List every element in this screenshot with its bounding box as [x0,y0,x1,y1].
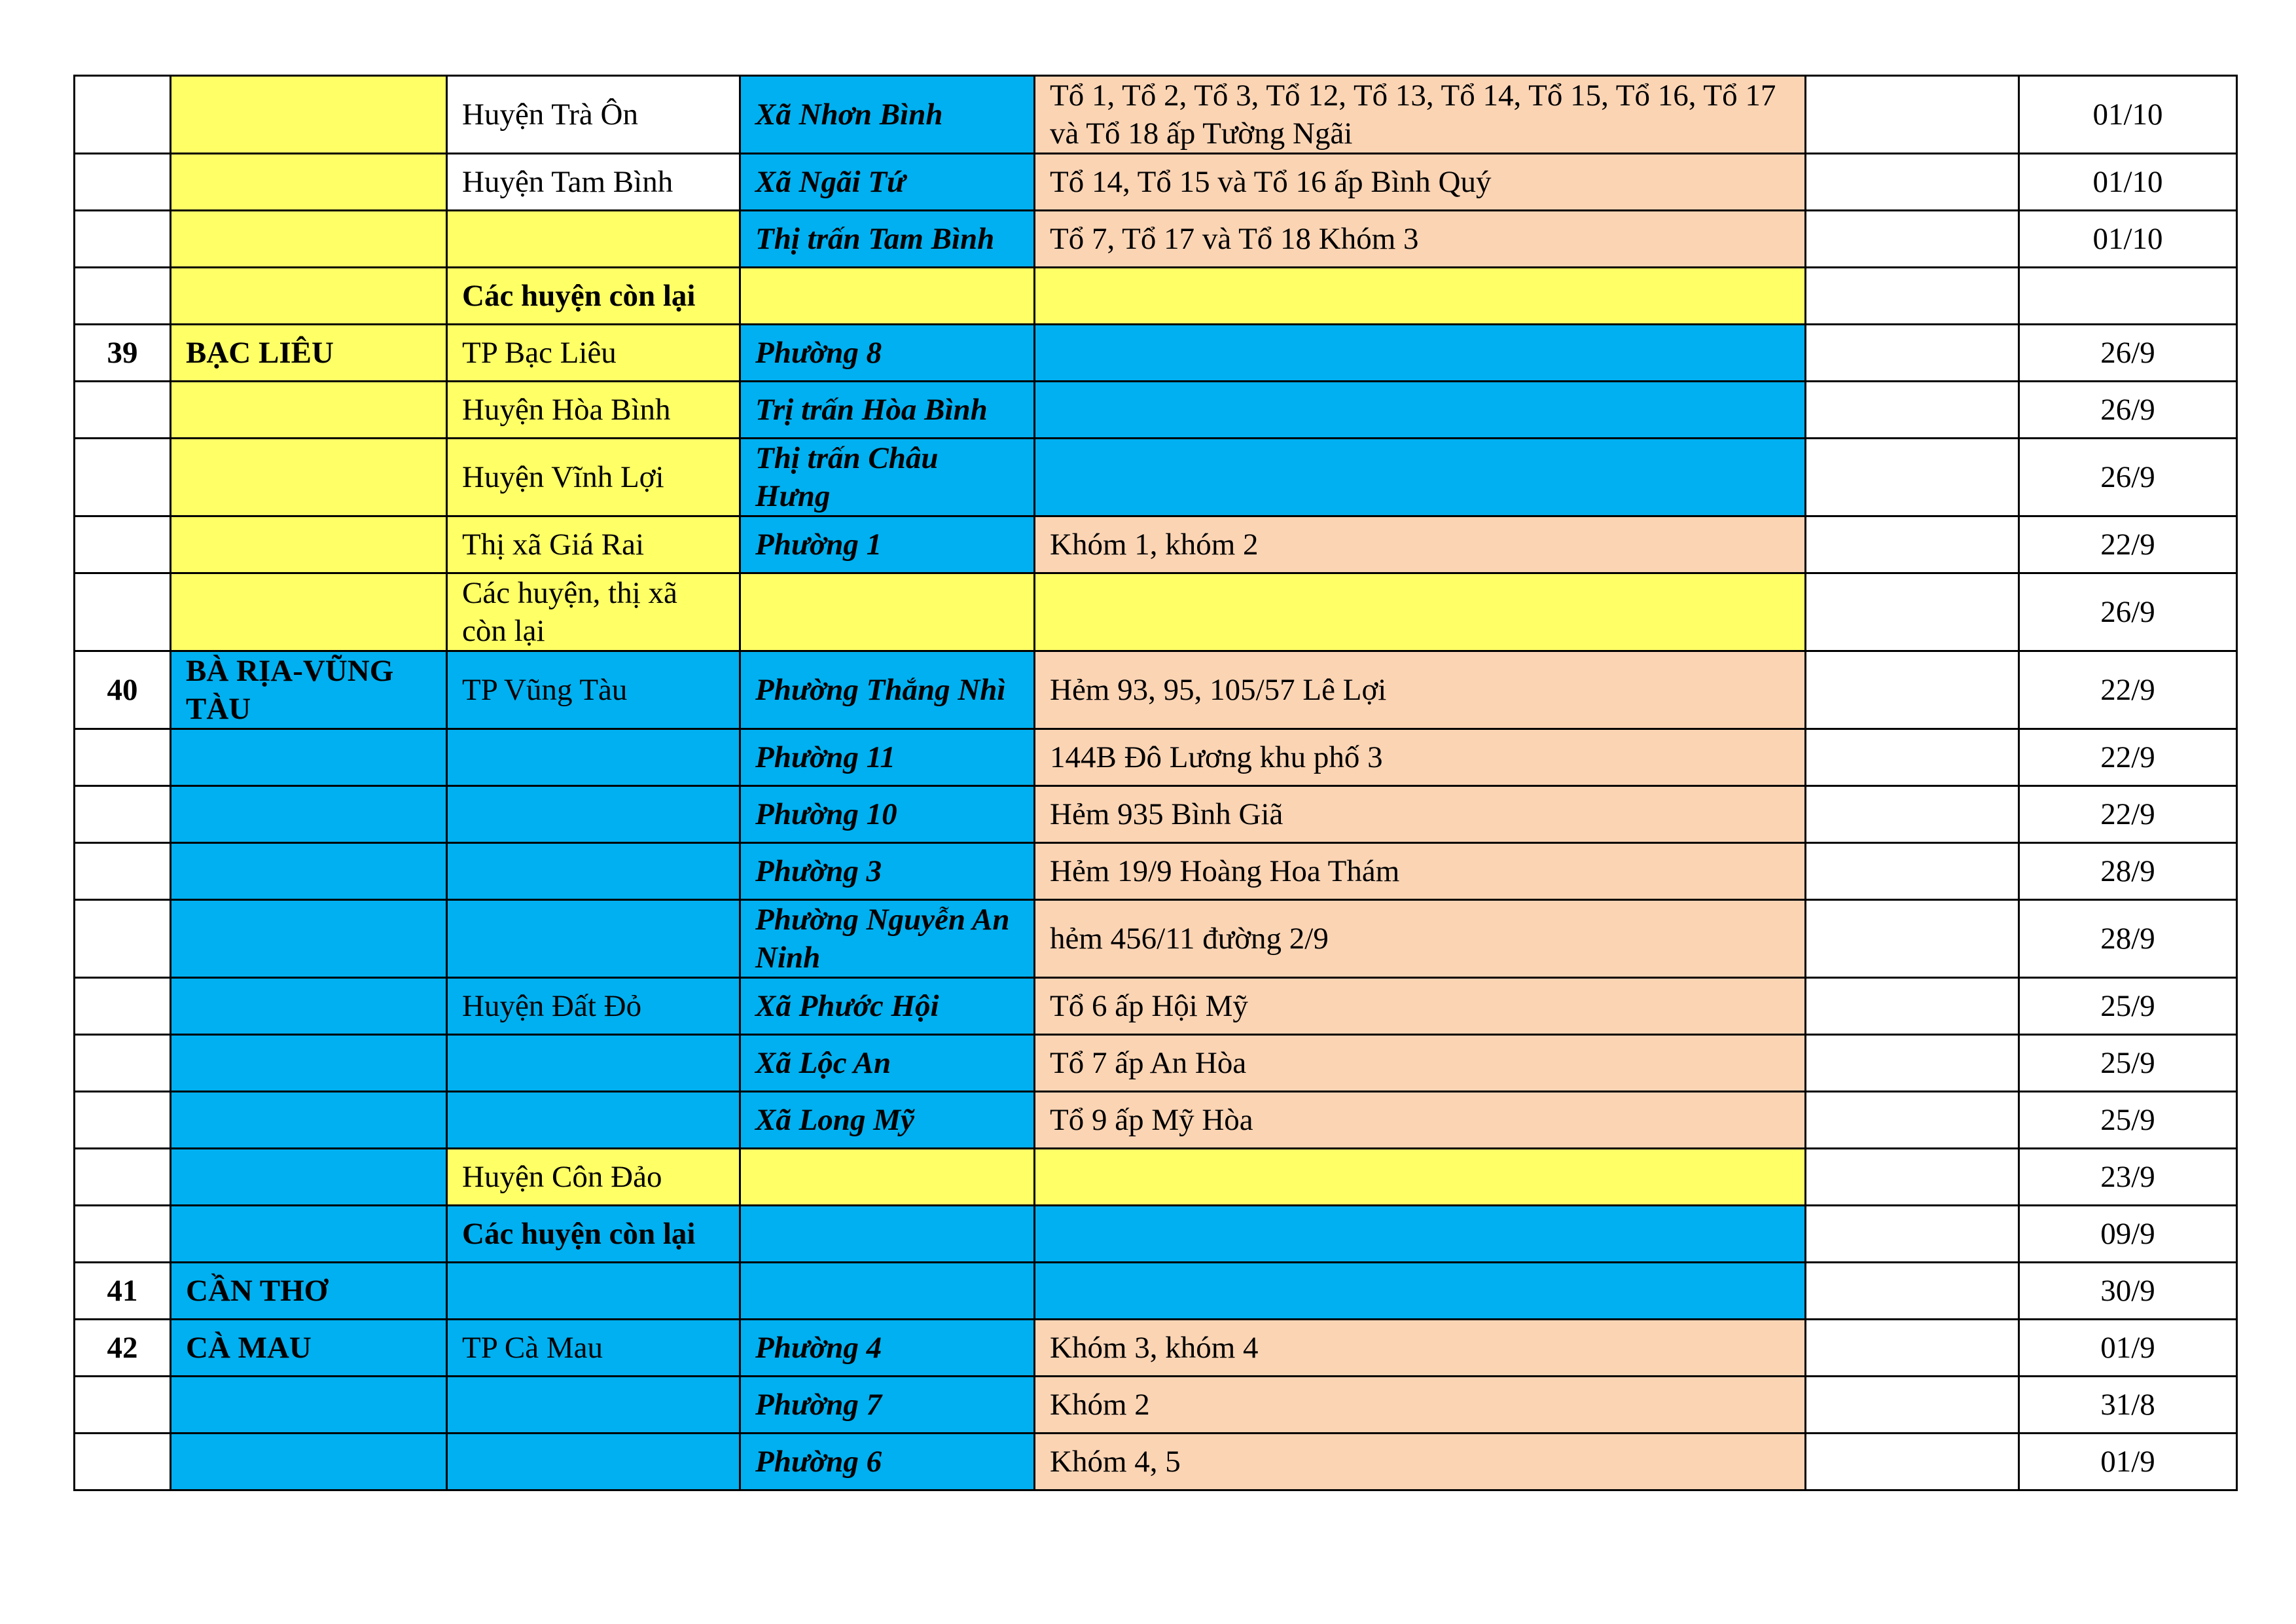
ward-cell: Phường 11 [740,729,1035,786]
date-cell: 25/9 [2019,978,2237,1035]
province-cell [171,1035,447,1092]
note-cell [1806,516,2019,573]
date-cell: 26/9 [2019,325,2237,382]
table-row [75,1206,2237,1263]
note-cell [1806,268,2019,325]
date-cell: 23/9 [2019,1149,2237,1206]
note-cell [1806,900,2019,978]
area-cell: Tổ 6 ấp Hội Mỹ [1035,978,1806,1035]
date-cell: 22/9 [2019,786,2237,843]
row-number: 42 [75,1320,171,1377]
province-cell [171,978,447,1035]
ward-cell: Xã Nhơn Bình [740,76,1035,154]
province-cell [171,1377,447,1434]
province-cell [171,268,447,325]
date-cell: 30/9 [2019,1263,2237,1320]
area-cell [1035,439,1806,516]
district-cell [447,1377,740,1434]
date-cell: 25/9 [2019,1035,2237,1092]
row-number: 41 [75,1263,171,1320]
row-number [75,1092,171,1149]
province-cell [171,1092,447,1149]
date-cell [2019,268,2237,325]
row-number [75,729,171,786]
row-number [75,1035,171,1092]
district-cell: Huyện Vĩnh Lợi [447,439,740,516]
note-cell [1806,1320,2019,1377]
district-cell [447,843,740,900]
row-number [75,76,171,154]
ward-cell [740,573,1035,651]
date-cell: 01/9 [2019,1320,2237,1377]
row-number [75,978,171,1035]
ward-cell: Phường Nguyễn An Ninh [740,900,1035,978]
note-cell [1806,573,2019,651]
province-cell [171,900,447,978]
date-cell: 01/10 [2019,154,2237,211]
area-cell: 144B Đô Lương khu phố 3 [1035,729,1806,786]
table-row [75,1092,2237,1149]
date-cell: 22/9 [2019,651,2237,729]
district-cell: Huyện Côn Đảo [447,1149,740,1206]
area-cell [1035,1263,1806,1320]
area-cell: Khóm 4, 5 [1035,1434,1806,1490]
province-cell [171,76,447,154]
district-cell: Huyện Trà Ôn [447,76,740,154]
note-cell [1806,1434,2019,1490]
note-cell [1806,651,2019,729]
province-cell: BẠC LIÊU [171,325,447,382]
table-row [75,1320,2237,1377]
table-row [75,786,2237,843]
row-number [75,1206,171,1263]
table-row [75,1035,2237,1092]
ward-cell: Phường 7 [740,1377,1035,1434]
row-number [75,573,171,651]
row-number [75,154,171,211]
area-cell: Khóm 1, khóm 2 [1035,516,1806,573]
note-cell [1806,1377,2019,1434]
date-cell: 28/9 [2019,843,2237,900]
ward-cell: Trị trấn Hòa Bình [740,382,1035,439]
ward-cell: Phường 6 [740,1434,1035,1490]
province-cell [171,573,447,651]
province-cell [171,729,447,786]
note-cell [1806,786,2019,843]
district-cell [447,1434,740,1490]
district-cell [447,211,740,268]
note-cell [1806,1263,2019,1320]
district-cell: Huyện Hòa Bình [447,382,740,439]
date-cell: 26/9 [2019,439,2237,516]
area-cell [1035,573,1806,651]
area-cell: Tổ 7 ấp An Hòa [1035,1035,1806,1092]
table-row [75,516,2237,573]
area-cell: Tổ 9 ấp Mỹ Hòa [1035,1092,1806,1149]
area-cell: hẻm 456/11 đường 2/9 [1035,900,1806,978]
ward-cell [740,1149,1035,1206]
area-cell: Hẻm 935 Bình Giã [1035,786,1806,843]
row-number [75,516,171,573]
note-cell [1806,978,2019,1035]
table-row [75,211,2237,268]
date-cell: 28/9 [2019,900,2237,978]
row-number [75,268,171,325]
ward-cell: Xã Long Mỹ [740,1092,1035,1149]
ward-cell: Phường 4 [740,1320,1035,1377]
row-number: 40 [75,651,171,729]
table-row [75,651,2237,729]
date-cell: 01/10 [2019,76,2237,154]
province-cell [171,843,447,900]
table-row [75,1377,2237,1434]
data-table [73,75,2238,1491]
row-number [75,1434,171,1490]
note-cell [1806,729,2019,786]
table-row [75,729,2237,786]
note-cell [1806,1149,2019,1206]
table-row [75,325,2237,382]
ward-cell: Xã Lộc An [740,1035,1035,1092]
province-cell [171,382,447,439]
ward-cell [740,1263,1035,1320]
district-cell: Huyện Đất Đỏ [447,978,740,1035]
area-cell: Tổ 7, Tổ 17 và Tổ 18 Khóm 3 [1035,211,1806,268]
row-number [75,211,171,268]
table-row [75,978,2237,1035]
table-row [75,573,2237,651]
district-cell: TP Vũng Tàu [447,651,740,729]
district-cell [447,786,740,843]
note-cell [1806,76,2019,154]
row-number [75,900,171,978]
area-cell [1035,325,1806,382]
province-cell [171,1434,447,1490]
province-cell [171,516,447,573]
province-cell [171,211,447,268]
ward-cell: Phường 8 [740,325,1035,382]
date-cell: 31/8 [2019,1377,2237,1434]
area-cell: Tổ 1, Tổ 2, Tổ 3, Tổ 12, Tổ 13, Tổ 14, Tổ 15, Tổ 16, Tổ 17 và Tổ 18 ấp Tường Ngãi [1035,76,1806,154]
province-cell [171,1206,447,1263]
district-cell: Các huyện còn lại [447,268,740,325]
date-cell: 01/10 [2019,211,2237,268]
date-cell: 22/9 [2019,516,2237,573]
note-cell [1806,154,2019,211]
table-row [75,382,2237,439]
note-cell [1806,1092,2019,1149]
district-cell [447,729,740,786]
note-cell [1806,439,2019,516]
district-cell: Các huyện còn lại [447,1206,740,1263]
ward-cell: Xã Ngãi Tứ [740,154,1035,211]
row-number [75,786,171,843]
province-cell: CẦN THƠ [171,1263,447,1320]
area-cell: Khóm 3, khóm 4 [1035,1320,1806,1377]
note-cell [1806,1206,2019,1263]
table-row [75,76,2237,154]
table-row [75,900,2237,978]
table-row [75,268,2237,325]
province-cell: BÀ RỊA-VŨNG TÀU [171,651,447,729]
ward-cell [740,268,1035,325]
table-row [75,843,2237,900]
district-cell: Thị xã Giá Rai [447,516,740,573]
note-cell [1806,382,2019,439]
area-cell [1035,1206,1806,1263]
date-cell: 26/9 [2019,382,2237,439]
row-number [75,1377,171,1434]
table-row [75,154,2237,211]
area-cell [1035,1149,1806,1206]
row-number [75,382,171,439]
area-cell [1035,268,1806,325]
table-row [75,1263,2237,1320]
district-cell [447,1035,740,1092]
ward-cell: Phường 3 [740,843,1035,900]
date-cell: 25/9 [2019,1092,2237,1149]
area-cell [1035,382,1806,439]
date-cell: 09/9 [2019,1206,2237,1263]
ward-cell: Xã Phước Hội [740,978,1035,1035]
area-cell: Tổ 14, Tổ 15 và Tổ 16 ấp Bình Quý [1035,154,1806,211]
district-cell [447,1263,740,1320]
row-number [75,1149,171,1206]
date-cell: 01/9 [2019,1434,2237,1490]
province-cell: CÀ MAU [171,1320,447,1377]
district-cell [447,1092,740,1149]
row-number [75,439,171,516]
district-cell: Các huyện, thị xã còn lại [447,573,740,651]
district-cell: TP Bạc Liêu [447,325,740,382]
ward-cell: Phường 1 [740,516,1035,573]
district-cell [447,900,740,978]
district-cell: TP Cà Mau [447,1320,740,1377]
note-cell [1806,1035,2019,1092]
area-cell: Hẻm 19/9 Hoàng Hoa Thám [1035,843,1806,900]
province-cell [171,154,447,211]
table-row [75,1434,2237,1490]
note-cell [1806,843,2019,900]
ward-cell: Phường Thắng Nhì [740,651,1035,729]
row-number: 39 [75,325,171,382]
table-row [75,439,2237,516]
date-cell: 26/9 [2019,573,2237,651]
table-row [75,1149,2237,1206]
note-cell [1806,211,2019,268]
district-cell: Huyện Tam Bình [447,154,740,211]
area-cell: Hẻm 93, 95, 105/57 Lê Lợi [1035,651,1806,729]
ward-cell: Phường 10 [740,786,1035,843]
row-number [75,843,171,900]
ward-cell: Thị trấn Tam Bình [740,211,1035,268]
ward-cell: Thị trấn Châu Hưng [740,439,1035,516]
province-cell [171,1149,447,1206]
area-cell: Khóm 2 [1035,1377,1806,1434]
ward-cell [740,1206,1035,1263]
note-cell [1806,325,2019,382]
province-cell [171,786,447,843]
province-cell [171,439,447,516]
date-cell: 22/9 [2019,729,2237,786]
